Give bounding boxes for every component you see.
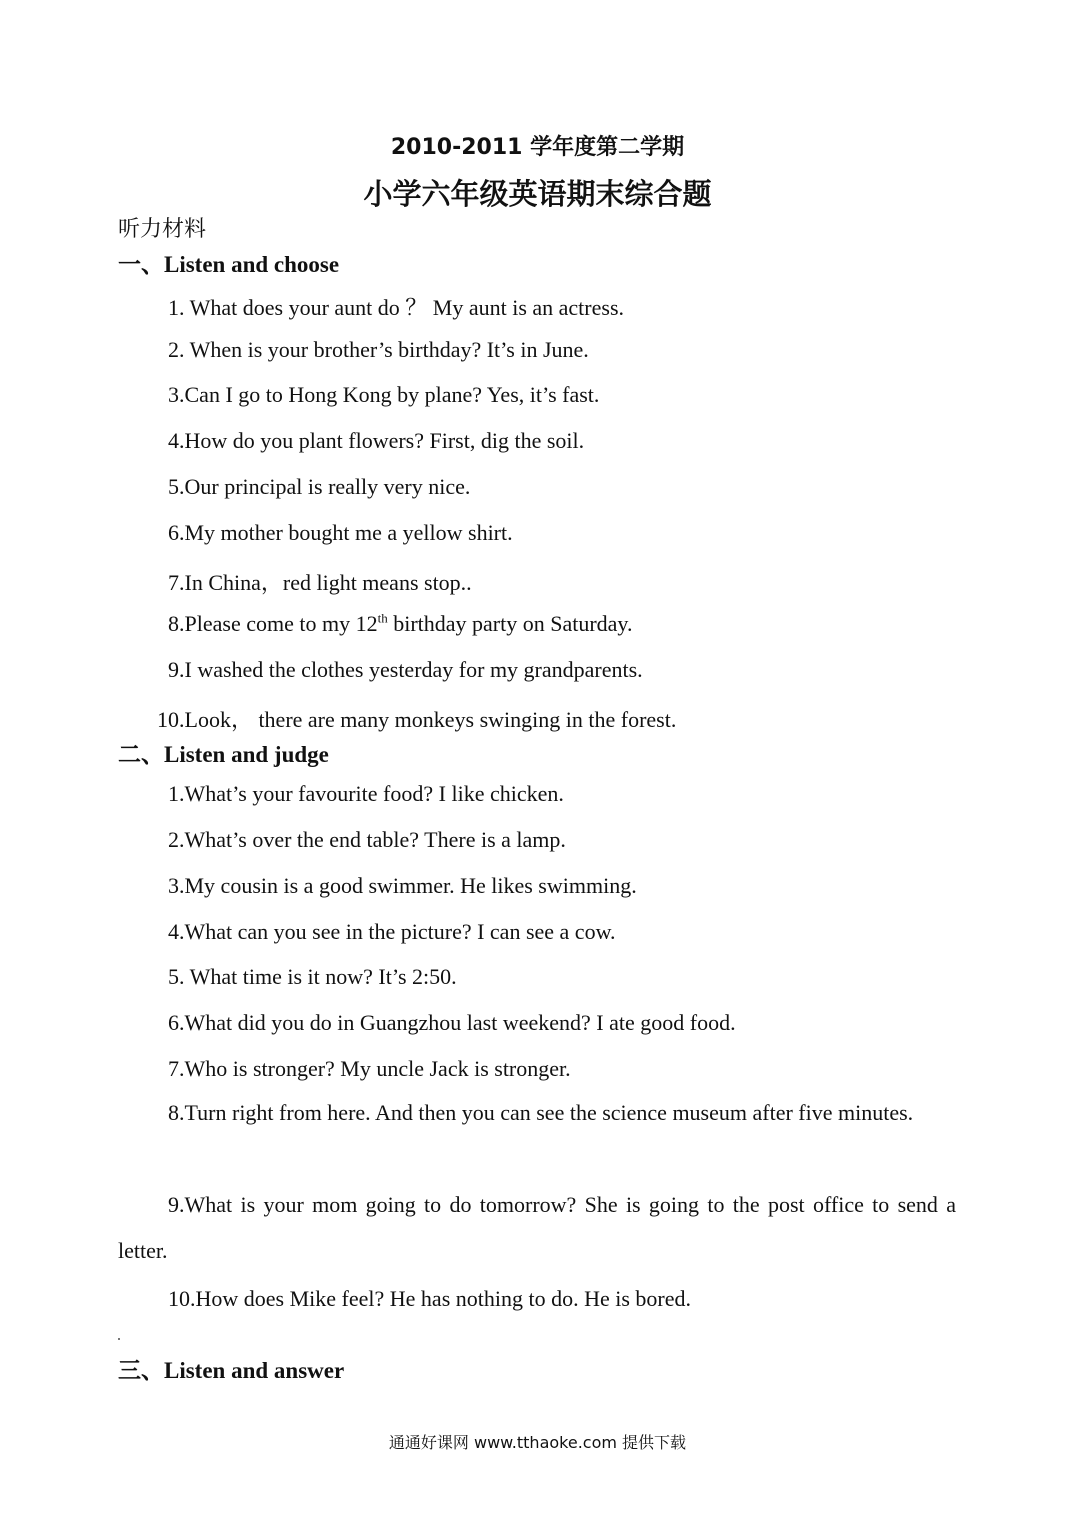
page-footer: 通通好课网 www.tthaoke.com 提供下载	[388, 1433, 687, 1452]
judge-item-9: 9.What is your mom going to do tomorrow? She is going to the post office to send a letter.	[118, 1192, 956, 1263]
section-number: 三、	[118, 1358, 164, 1384]
judge-item-1: 1.What’s your favourite food? I like chicken.	[168, 781, 564, 806]
choose-item-1: 1. What does your aunt do ？ My aunt is an actress.	[168, 295, 625, 320]
choose-item-9: 9.I washed the clothes yesterday for my grandparents.	[168, 657, 643, 682]
judge-item-3: 3.My cousin is a good swimmer. He likes swimming.	[168, 873, 637, 898]
stray-mark	[118, 1338, 120, 1340]
section-number: 二、	[118, 742, 164, 768]
choose-item-7: 7.In China，red light means stop..	[168, 570, 472, 595]
section-number: 一、	[118, 252, 164, 278]
choose-item-6: 6.My mother bought me a yellow shirt.	[168, 520, 513, 545]
judge-item-4: 4.What can you see in the picture? I can see a cow.	[168, 919, 616, 944]
judge-item-6: 6.What did you do in Guangzhou last weekend? I ate good food.	[168, 1010, 736, 1035]
choose-item-3: 3.Can I go to Hong Kong by plane? Yes, it’s fast.	[168, 382, 600, 407]
section-title: Listen and choose	[164, 252, 340, 277]
choose-item-8-rest: birthday party on Saturday.	[387, 611, 633, 636]
choose-item-8-text: 8.Please come to my 12	[168, 611, 378, 636]
section-title: Listen and answer	[164, 1358, 345, 1383]
section-heading-listen-and-judge	[118, 736, 329, 769]
judge-item-5: 5. What time is it now? It’s 2:50.	[168, 964, 457, 989]
section-heading-listen-and-answer	[118, 1352, 344, 1385]
term-heading: 2010-2011 学年度第二学期	[390, 135, 685, 160]
judge-item-10: 10.How does Mike feel? He has nothing to do. He is bored.	[168, 1286, 692, 1311]
choose-item-8	[168, 611, 633, 637]
judge-item-7: 7.Who is stronger? My uncle Jack is stronger.	[168, 1056, 571, 1081]
choose-item-2: 2. When is your brother’s birthday? It’s in June.	[168, 337, 589, 362]
choose-item-10: 10.Look， there are many monkeys swinging in the forest.	[157, 707, 677, 732]
judge-item-2: 2.What’s over the end table? There is a lamp.	[168, 827, 566, 852]
choose-item-5: 5.Our principal is really very nice.	[168, 474, 471, 499]
choose-item-4: 4.How do you plant flowers? First, dig the soil.	[168, 428, 585, 453]
page-title: 小学六年级英语期末综合题	[363, 177, 712, 211]
choose-item-8-superscript: th	[377, 610, 388, 626]
material-label: 听力材料	[118, 217, 207, 242]
section-heading-listen-and-choose	[118, 246, 339, 279]
judge-item-8: 8.Turn right from here. And then you can see the science museum after five minutes.	[168, 1100, 914, 1125]
section-title: Listen and judge	[164, 742, 329, 767]
